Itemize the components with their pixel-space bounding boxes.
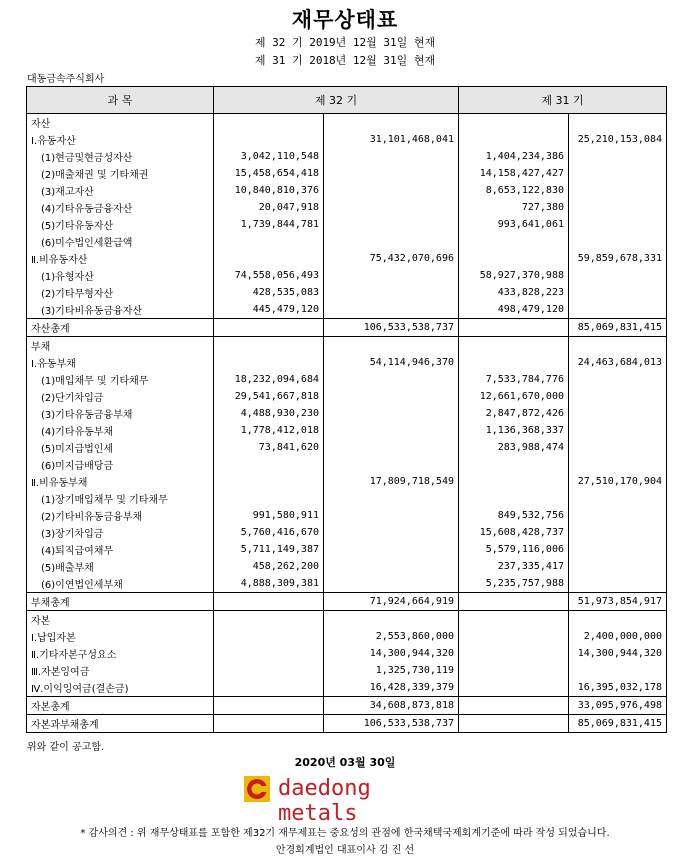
header-item: 과 목 xyxy=(27,87,214,114)
row-label: 자본총계 xyxy=(27,697,214,715)
current-detail-amount xyxy=(214,645,324,662)
notice-text: 위와 같이 공고함. xyxy=(27,742,105,753)
current-detail-amount xyxy=(214,131,324,148)
table-row xyxy=(27,490,667,507)
table-row xyxy=(27,473,667,490)
current-detail-amount: 5,760,416,670 xyxy=(214,524,324,541)
row-label: (2)기타비유동금융부채 xyxy=(27,507,214,524)
current-subtotal-amount xyxy=(324,165,459,182)
current-subtotal-amount xyxy=(324,524,459,541)
current-subtotal-amount: 54,114,946,370 xyxy=(324,354,459,371)
current-subtotal-amount xyxy=(324,456,459,473)
table-row xyxy=(27,301,667,319)
table-row xyxy=(27,354,667,371)
table-row xyxy=(27,405,667,422)
current-subtotal-amount xyxy=(324,422,459,439)
prior-detail-amount xyxy=(459,645,569,662)
table-row xyxy=(27,148,667,165)
header-current-period: 제 32 기 xyxy=(214,87,459,114)
prior-subtotal-amount xyxy=(569,284,667,301)
row-label: 자본과부채총계 xyxy=(27,715,214,733)
row-label: Ⅱ.비유동부채 xyxy=(27,473,214,490)
prior-detail-amount: 237,335,417 xyxy=(459,558,569,575)
table-row xyxy=(27,165,667,182)
row-label: (6)미지급배당금 xyxy=(27,456,214,473)
row-label: (1)장기매입채무 및 기타채무 xyxy=(27,490,214,507)
prior-subtotal-amount: 14,300,944,320 xyxy=(569,645,667,662)
current-detail-amount xyxy=(214,473,324,490)
prior-subtotal-amount xyxy=(569,216,667,233)
current-subtotal-amount: 2,553,860,000 xyxy=(324,628,459,645)
row-label: (1)현금및현금성자산 xyxy=(27,148,214,165)
current-subtotal-amount xyxy=(324,388,459,405)
prior-subtotal-amount: 25,210,153,084 xyxy=(569,131,667,148)
prior-detail-amount xyxy=(459,715,569,733)
prior-detail-amount xyxy=(459,337,569,355)
current-subtotal-amount xyxy=(324,216,459,233)
current-detail-amount xyxy=(214,697,324,715)
row-label: Ⅱ.기타자본구성요소 xyxy=(27,645,214,662)
current-detail-amount: 10,840,810,376 xyxy=(214,182,324,199)
current-subtotal-amount xyxy=(324,490,459,507)
prior-detail-amount xyxy=(459,233,569,250)
prior-detail-amount xyxy=(459,473,569,490)
prior-detail-amount xyxy=(459,611,569,629)
prior-subtotal-amount xyxy=(569,524,667,541)
current-subtotal-amount: 31,101,468,041 xyxy=(324,131,459,148)
current-detail-amount xyxy=(214,456,324,473)
row-label: Ⅳ.이익잉여금(결손금) xyxy=(27,679,214,697)
audit-opinion: * 감사의견 : 위 재무상태표를 포함한 제32기 재무제표는 중요성의 관점에 한국채택국제회계기준에 따라 작성 되었습니다. xyxy=(80,828,610,839)
prior-detail-amount: 14,158,427,427 xyxy=(459,165,569,182)
row-label: (5)기타유동자산 xyxy=(27,216,214,233)
row-label: (3)장기차입금 xyxy=(27,524,214,541)
prior-detail-amount: 498,479,120 xyxy=(459,301,569,319)
table-row xyxy=(27,284,667,301)
table-row xyxy=(27,611,667,629)
prior-detail-amount xyxy=(459,354,569,371)
table-total-row xyxy=(27,697,667,715)
current-subtotal-amount: 106,533,538,737 xyxy=(324,319,459,337)
row-label: Ⅰ.납입자본 xyxy=(27,628,214,645)
table-row xyxy=(27,114,667,132)
prior-subtotal-amount xyxy=(569,371,667,388)
current-detail-amount xyxy=(214,593,324,611)
prior-detail-amount: 8,653,122,830 xyxy=(459,182,569,199)
prior-subtotal-amount xyxy=(569,267,667,284)
current-detail-amount: 991,580,911 xyxy=(214,507,324,524)
prior-subtotal-amount: 85,069,831,415 xyxy=(569,319,667,337)
current-subtotal-amount xyxy=(324,405,459,422)
row-label: (1)유형자산 xyxy=(27,267,214,284)
current-subtotal-amount xyxy=(324,541,459,558)
current-detail-amount: 1,778,412,018 xyxy=(214,422,324,439)
current-subtotal-amount: 75,432,070,696 xyxy=(324,250,459,267)
table-row xyxy=(27,628,667,645)
prior-subtotal-amount xyxy=(569,507,667,524)
company-logo xyxy=(240,774,440,826)
current-subtotal-amount xyxy=(324,199,459,216)
current-detail-amount: 4,888,309,381 xyxy=(214,575,324,593)
row-label: 자본 xyxy=(27,611,214,629)
company-name: 대동금속주식회사 xyxy=(27,74,105,85)
prior-subtotal-amount: 59,859,678,331 xyxy=(569,250,667,267)
current-detail-amount xyxy=(214,679,324,697)
current-detail-amount xyxy=(214,114,324,132)
prior-subtotal-amount: 16,395,032,178 xyxy=(569,679,667,697)
current-subtotal-amount xyxy=(324,611,459,629)
row-label: 자산 xyxy=(27,114,214,132)
current-subtotal-amount: 16,428,339,379 xyxy=(324,679,459,697)
table-total-row xyxy=(27,319,667,337)
row-label: Ⅲ.자본잉여금 xyxy=(27,662,214,679)
row-label: (4)퇴직급여채무 xyxy=(27,541,214,558)
prior-detail-amount: 58,927,370,988 xyxy=(459,267,569,284)
current-detail-amount: 1,739,844,781 xyxy=(214,216,324,233)
prior-subtotal-amount xyxy=(569,558,667,575)
current-detail-amount xyxy=(214,611,324,629)
current-detail-amount xyxy=(214,715,324,733)
prior-detail-amount: 433,828,223 xyxy=(459,284,569,301)
current-subtotal-amount: 14,300,944,320 xyxy=(324,645,459,662)
prior-subtotal-amount xyxy=(569,301,667,319)
table-row xyxy=(27,267,667,284)
announcement-date: 2020년 03월 30일 xyxy=(294,756,396,769)
period-current: 제 32 기 2019년 12월 31일 현재 xyxy=(254,36,436,49)
table-header-row xyxy=(27,87,667,114)
current-detail-amount xyxy=(214,233,324,250)
prior-subtotal-amount: 27,510,170,904 xyxy=(569,473,667,490)
table-row xyxy=(27,541,667,558)
header-prior-period: 제 31 기 xyxy=(459,87,667,114)
prior-subtotal-amount xyxy=(569,575,667,593)
prior-detail-amount: 5,579,116,006 xyxy=(459,541,569,558)
prior-detail-amount: 15,608,428,737 xyxy=(459,524,569,541)
table-row xyxy=(27,233,667,250)
table-row xyxy=(27,388,667,405)
row-label: Ⅱ.비유동자산 xyxy=(27,250,214,267)
row-label: (2)매출채권 및 기타채권 xyxy=(27,165,214,182)
row-label: 부채 xyxy=(27,337,214,355)
current-detail-amount: 5,711,149,387 xyxy=(214,541,324,558)
current-detail-amount: 428,535,083 xyxy=(214,284,324,301)
page-title: 재무상태표 xyxy=(291,8,399,32)
prior-subtotal-amount xyxy=(569,182,667,199)
prior-detail-amount xyxy=(459,628,569,645)
prior-subtotal-amount xyxy=(569,405,667,422)
row-label: (5)미지급법인세 xyxy=(27,439,214,456)
table-row xyxy=(27,131,667,148)
current-subtotal-amount xyxy=(324,267,459,284)
table-row xyxy=(27,439,667,456)
current-detail-amount: 4,488,930,230 xyxy=(214,405,324,422)
current-detail-amount: 20,047,918 xyxy=(214,199,324,216)
table-total-row xyxy=(27,715,667,733)
prior-detail-amount: 1,404,234,386 xyxy=(459,148,569,165)
prior-subtotal-amount: 33,095,976,498 xyxy=(569,697,667,715)
table-row xyxy=(27,645,667,662)
current-subtotal-amount xyxy=(324,371,459,388)
prior-detail-amount xyxy=(459,456,569,473)
row-label: (1)매입채무 및 기타채무 xyxy=(27,371,214,388)
table-row xyxy=(27,507,667,524)
current-detail-amount: 73,841,620 xyxy=(214,439,324,456)
prior-detail-amount: 2,847,872,426 xyxy=(459,405,569,422)
current-subtotal-amount: 34,608,873,818 xyxy=(324,697,459,715)
prior-subtotal-amount xyxy=(569,662,667,679)
row-label: Ⅰ.유동부채 xyxy=(27,354,214,371)
daedong-logo-icon xyxy=(244,776,270,802)
current-subtotal-amount: 17,809,718,549 xyxy=(324,473,459,490)
current-detail-amount: 29,541,667,818 xyxy=(214,388,324,405)
prior-subtotal-amount xyxy=(569,388,667,405)
table-body xyxy=(27,114,667,733)
current-detail-amount xyxy=(214,628,324,645)
current-detail-amount: 3,042,110,548 xyxy=(214,148,324,165)
prior-subtotal-amount xyxy=(569,541,667,558)
table-row xyxy=(27,216,667,233)
current-detail-amount xyxy=(214,337,324,355)
current-detail-amount xyxy=(214,490,324,507)
row-label: (4)기타유동부채 xyxy=(27,422,214,439)
prior-subtotal-amount xyxy=(569,148,667,165)
current-subtotal-amount xyxy=(324,148,459,165)
row-label: 자산총계 xyxy=(27,319,214,337)
row-label: (3)기타유동금융부채 xyxy=(27,405,214,422)
current-subtotal-amount xyxy=(324,337,459,355)
table-row xyxy=(27,199,667,216)
table-row xyxy=(27,679,667,697)
current-subtotal-amount: 106,533,538,737 xyxy=(324,715,459,733)
current-subtotal-amount xyxy=(324,233,459,250)
prior-subtotal-amount: 51,973,854,917 xyxy=(569,593,667,611)
row-label: (5)배출부채 xyxy=(27,558,214,575)
balance-sheet-table xyxy=(26,86,667,733)
row-label: (6)미수법인세환급액 xyxy=(27,233,214,250)
current-subtotal-amount: 1,325,730,119 xyxy=(324,662,459,679)
prior-detail-amount: 283,988,474 xyxy=(459,439,569,456)
prior-subtotal-amount xyxy=(569,456,667,473)
current-subtotal-amount xyxy=(324,558,459,575)
table-row xyxy=(27,182,667,199)
prior-subtotal-amount xyxy=(569,199,667,216)
prior-subtotal-amount: 85,069,831,415 xyxy=(569,715,667,733)
prior-detail-amount: 7,533,784,776 xyxy=(459,371,569,388)
table-total-row xyxy=(27,593,667,611)
current-detail-amount: 18,232,094,684 xyxy=(214,371,324,388)
prior-detail-amount xyxy=(459,697,569,715)
table-row xyxy=(27,558,667,575)
prior-subtotal-amount: 24,463,684,013 xyxy=(569,354,667,371)
prior-subtotal-amount xyxy=(569,439,667,456)
prior-detail-amount xyxy=(459,679,569,697)
current-detail-amount xyxy=(214,250,324,267)
prior-detail-amount: 993,641,061 xyxy=(459,216,569,233)
row-label: 부채총계 xyxy=(27,593,214,611)
prior-subtotal-amount xyxy=(569,490,667,507)
table-row xyxy=(27,662,667,679)
prior-subtotal-amount xyxy=(569,611,667,629)
prior-detail-amount xyxy=(459,250,569,267)
current-detail-amount xyxy=(214,662,324,679)
current-subtotal-amount xyxy=(324,182,459,199)
table-row xyxy=(27,422,667,439)
prior-detail-amount xyxy=(459,662,569,679)
current-detail-amount xyxy=(214,354,324,371)
prior-detail-amount: 5,235,757,988 xyxy=(459,575,569,593)
current-subtotal-amount xyxy=(324,301,459,319)
prior-detail-amount: 12,661,670,000 xyxy=(459,388,569,405)
table-row xyxy=(27,524,667,541)
logo-text: daedong metals xyxy=(278,776,371,826)
prior-subtotal-amount: 2,400,000,000 xyxy=(569,628,667,645)
prior-detail-amount xyxy=(459,319,569,337)
prior-subtotal-amount xyxy=(569,337,667,355)
current-detail-amount: 458,262,200 xyxy=(214,558,324,575)
row-label: (2)기타무형자산 xyxy=(27,284,214,301)
current-subtotal-amount: 71,924,664,919 xyxy=(324,593,459,611)
prior-detail-amount xyxy=(459,114,569,132)
row-label: (4)기타유동금융자산 xyxy=(27,199,214,216)
prior-subtotal-amount xyxy=(569,422,667,439)
period-prior: 제 31 기 2018년 12월 31일 현재 xyxy=(254,54,436,67)
prior-subtotal-amount xyxy=(569,114,667,132)
prior-detail-amount: 849,532,756 xyxy=(459,507,569,524)
table-row xyxy=(27,456,667,473)
current-detail-amount: 445,479,120 xyxy=(214,301,324,319)
table-row xyxy=(27,575,667,593)
row-label: (3)기타비유동금융자산 xyxy=(27,301,214,319)
row-label: (3)재고자산 xyxy=(27,182,214,199)
prior-subtotal-amount xyxy=(569,233,667,250)
table-row xyxy=(27,250,667,267)
prior-detail-amount xyxy=(459,131,569,148)
prior-detail-amount: 1,136,368,337 xyxy=(459,422,569,439)
auditor-signature: 안경회계법인 대표이사 김 진 선 xyxy=(275,845,415,856)
prior-detail-amount xyxy=(459,490,569,507)
current-subtotal-amount xyxy=(324,284,459,301)
row-label: Ⅰ.유동자산 xyxy=(27,131,214,148)
current-detail-amount xyxy=(214,319,324,337)
current-subtotal-amount xyxy=(324,507,459,524)
current-subtotal-amount xyxy=(324,114,459,132)
row-label: (6)이연법인세부채 xyxy=(27,575,214,593)
current-subtotal-amount xyxy=(324,575,459,593)
prior-subtotal-amount xyxy=(569,165,667,182)
current-detail-amount: 74,558,056,493 xyxy=(214,267,324,284)
row-label: (2)단기차입금 xyxy=(27,388,214,405)
prior-detail-amount xyxy=(459,593,569,611)
prior-detail-amount: 727,380 xyxy=(459,199,569,216)
table-row xyxy=(27,337,667,355)
current-subtotal-amount xyxy=(324,439,459,456)
table-row xyxy=(27,371,667,388)
current-detail-amount: 15,458,654,418 xyxy=(214,165,324,182)
